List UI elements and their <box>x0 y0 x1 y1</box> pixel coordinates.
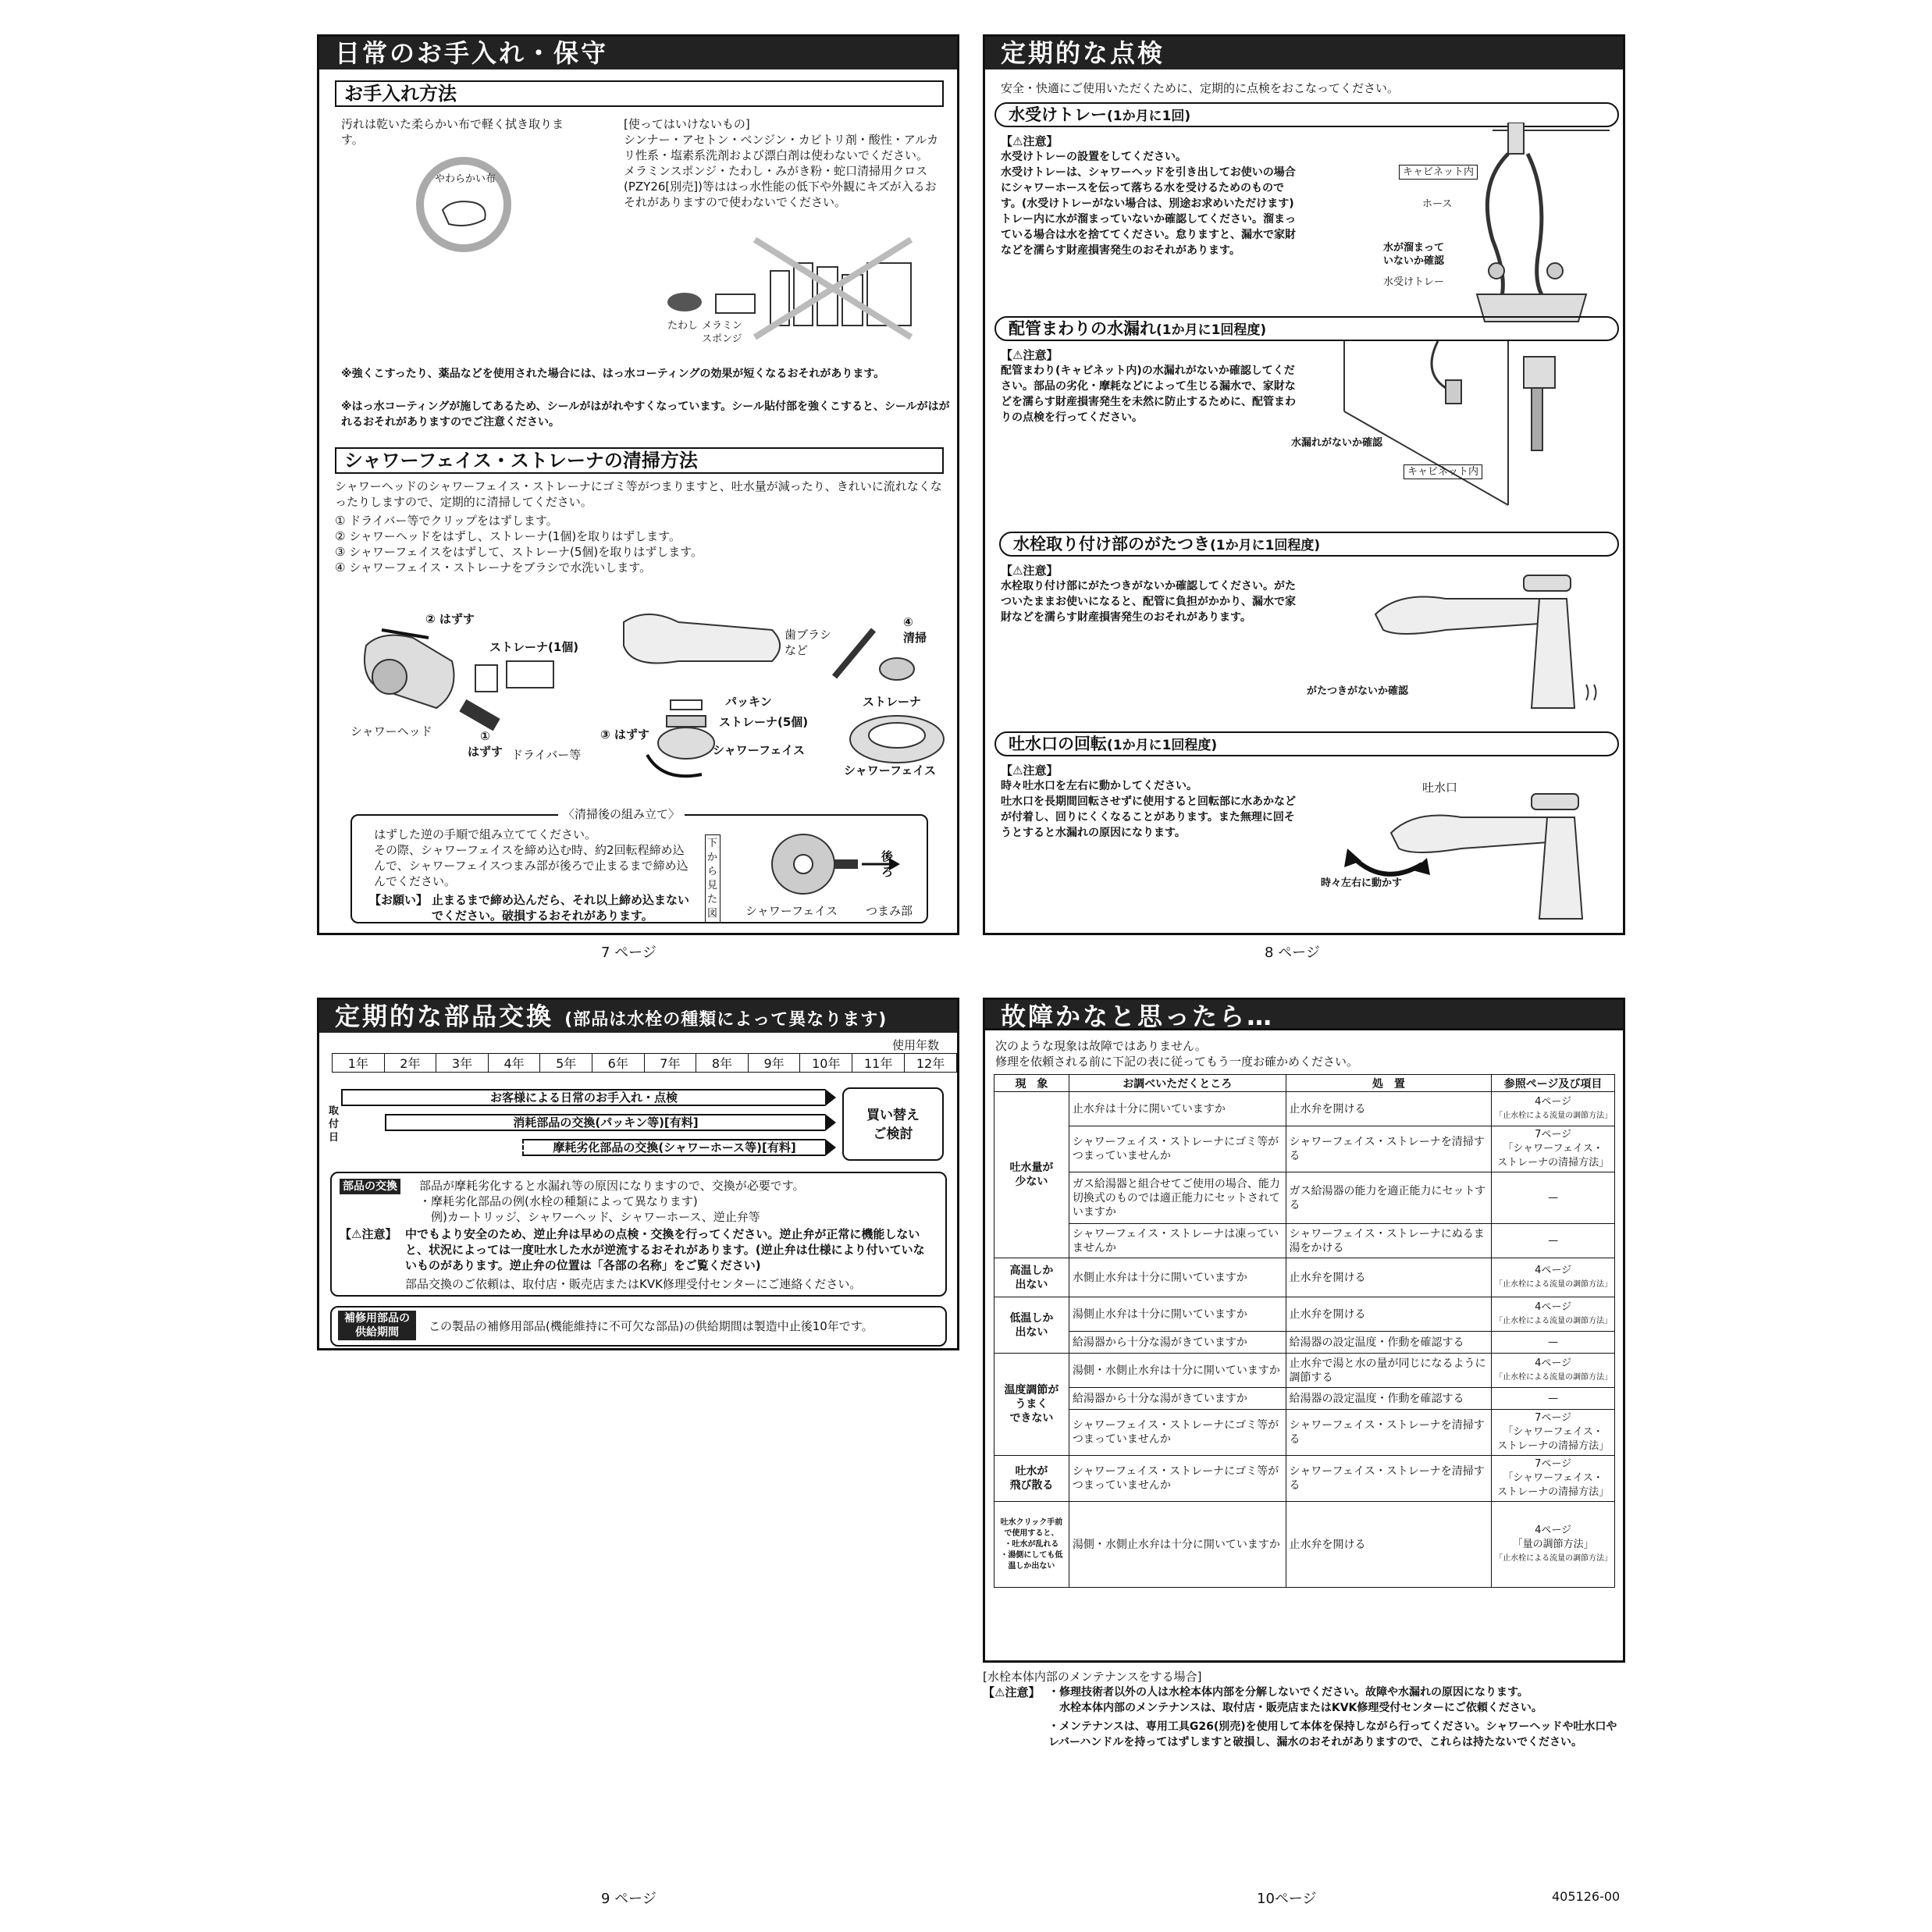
reference-cell <box>1492 1224 1615 1258</box>
note-coating-1: ※強くこすったり、薬品などを使用された場合には、はっ水コーティングの効果が短くなるおそれがあります。 <box>341 368 885 380</box>
fig-showerface: シャワーフェイス <box>713 743 806 757</box>
year-10: 10年 <box>800 1054 852 1073</box>
request-text: 止まるまで締め込んだら、それ以上締め込まないでください。破損するおそれがあります。 <box>432 893 690 923</box>
reassemble-heading: 〈清掃後の組み立て〉 <box>558 806 685 822</box>
page9-panel <box>317 998 959 1350</box>
spout-rotate-title: 吐水口の回転 <box>1009 735 1107 753</box>
spout-caution-label: 【⚠注意】 <box>1001 763 1059 777</box>
page10-number: 10ページ <box>1257 1891 1317 1907</box>
check-cell: 水側止水弁は十分に開いていますか <box>1069 1258 1286 1297</box>
parts-caution-label: 【⚠注意】 <box>340 1227 397 1241</box>
symptom-cell: 吐水が 飛び散る <box>994 1456 1069 1502</box>
action-cell: 止水弁を開ける <box>1286 1258 1492 1297</box>
trouble-table-body <box>994 1092 1615 1588</box>
page9-number: 9 ページ <box>601 1891 656 1907</box>
years-table <box>332 1053 957 1073</box>
fig-strainer-5: ストレーナ(5個) <box>719 715 809 729</box>
care-method-heading: お手入れ方法 <box>335 80 944 107</box>
strainer-cleaning-heading: シャワーフェイス・ストレーナの清掃方法 <box>335 447 944 474</box>
pipe-leak-text: 配管まわり(キャビネット内)の水漏れがないか確認してください。部品の劣化・摩耗などによって生じる漏水で、家財などを濡らす財産損害発生を未然に防止するために、配管まわりの点検を行ってください。 <box>1001 365 1296 424</box>
check-cell: 湯側・水側止水弁は十分に開いていますか <box>1069 1502 1286 1588</box>
parts-replace-text: 部品が摩耗劣化すると水漏れ等の原因になりますので、交換が必要です。 ・摩耗劣化部品の例(水栓の種類によって異なります) 例)カートリッジ、シャワーヘッド、シャワーホース、逆止弁等 <box>419 1179 805 1224</box>
hose-label: ホース <box>1422 198 1453 210</box>
table-row <box>994 1126 1615 1172</box>
parts-contact-text: 部品交換のご依頼は、取付店・販売店またはKVK修理受付センターにご連絡ください。 <box>405 1277 862 1291</box>
mount-wobble-text: 水栓取り付け部にがたつきがないか確認してください。がたついたままお使いになると、配管に負担がかかり、漏水で家財などを濡らす財産損害発生のおそれがあります。 <box>1001 580 1296 624</box>
tray-text: 水受けトレーの設置をしてください。 水受けトレーは、シャワーヘッドを引き出してお使いの場合にシャワーホースを伝って落ちる水を受けるためのものです。(水受けトレーがない場合は、別途お求めいただけます) トレー内に水が溜まっていないか確認してください。溜まっている場合は水を捨ててください。怠りますと、漏水で家財などを濡らす財産損害発生のおそれがあります。 <box>1001 151 1296 257</box>
year-9: 9年 <box>748 1054 800 1073</box>
page10-panel <box>983 998 1625 1749</box>
action-cell: 給湯器の設定温度・作動を確認する <box>1286 1332 1492 1354</box>
action-cell: 給湯器の設定温度・作動を確認する <box>1286 1388 1492 1410</box>
cleaning-step-4: ④ シャワーフェイス・ストレーナをブラシで水洗いします。 <box>335 560 652 575</box>
reference-main: 7ページ 「シャワーフェイス・ ストレーナの清掃方法」 <box>1497 1412 1610 1452</box>
spout-rotate-heading <box>994 731 1619 756</box>
soft-cloth-label: やわらかい布 <box>435 173 496 185</box>
back-label: 後ろ <box>881 849 894 879</box>
table-row <box>994 1258 1615 1297</box>
year-7: 7年 <box>644 1054 696 1073</box>
item-melamine: メラミンスポンジ <box>702 320 743 345</box>
water-check-label: 水が溜まって いないか確認 <box>1383 242 1445 267</box>
spout-rotate-text: 時々吐水口を左右に動かしてください。 吐水口を長期間回転させずに使用すると回転部に水あかなどが付着し、回りにくくなることがあります。また無理に回そうとすると水漏れの原因になります。 <box>1001 780 1296 839</box>
reference-main: 4ページ <box>1535 1300 1572 1313</box>
rotate-label: 時々左右に動かす <box>1321 877 1403 889</box>
mount-caution-label: 【⚠注意】 <box>1001 564 1059 578</box>
check-cell: 給湯器から十分な湯がきていますか <box>1069 1388 1286 1410</box>
page9-title <box>319 1000 957 1033</box>
forbidden-heading: [使ってはいけないもの] <box>624 117 750 131</box>
page8-number: 8 ページ <box>1265 945 1320 961</box>
tray-heading-freq: (1か月に1回) <box>1107 109 1191 124</box>
pipe-leak-heading <box>994 316 1619 341</box>
fig-strainer: ストレーナ <box>863 695 922 709</box>
page10-title: 故障かなと思ったら… <box>983 998 1625 1030</box>
table-row <box>994 1354 1615 1388</box>
fig-remove-1: ① はずす <box>468 729 503 759</box>
strainer-cleaning-intro: シャワーヘッドのシャワーフェイス・ストレーナにゴミ等がつまりますと、吐水量が減ったり、きれいに流れなくなったりしますので、定期的に清掃してください。 <box>335 479 942 509</box>
cleaning-step-3: ③ シャワーフェイスをはずして、ストレーナ(5個)を取りはずします。 <box>335 545 703 559</box>
symptom-cell: 吐水量が 少ない <box>994 1092 1069 1258</box>
forbidden-items-illustration <box>661 232 919 341</box>
supply-period-badge <box>338 1311 421 1340</box>
tray-heading-title: 水受けトレー <box>1009 105 1107 124</box>
action-cell: 止水弁を開ける <box>1286 1502 1492 1588</box>
table-row <box>994 1332 1615 1354</box>
action-cell: 止水弁で湯と水の量が同じになるように調節する <box>1286 1354 1492 1388</box>
symptom-cell: 吐水クリック手前で使用すると、 ・吐水が乱れる ・湯側にしても低温しか出ない <box>994 1502 1069 1588</box>
reference-main: — <box>1548 1234 1559 1247</box>
spout-rotate-freq: (1か月に1回程度) <box>1107 738 1218 753</box>
year-4: 4年 <box>488 1054 540 1073</box>
bottom-view-label: 下から見た図 <box>705 834 720 923</box>
note-coating-2: ※はっ水コーティングが施してあるため、シールがはがれやすくなっています。シール貼付部を強くこすると、シールがはがれるおそれがありますのでご注意ください。 <box>341 400 950 429</box>
reference-main: 7ページ 「シャワーフェイス・ ストレーナの清掃方法」 <box>1497 1458 1610 1498</box>
mount-wobble-title: 水栓取り付け部のがたつき <box>1013 535 1210 553</box>
maintenance-heading: [水栓本体内部のメンテナンスをする場合] <box>983 1670 1202 1684</box>
leak-check-label: 水漏れがないか確認 <box>1291 437 1383 449</box>
year-8: 8年 <box>696 1054 749 1073</box>
cleaning-step-1: ① ドライバー等でクリップをはずします。 <box>335 514 558 528</box>
fig-driver: ドライバー等 <box>511 748 582 762</box>
action-cell: シャワーフェイス・ストレーナを清掃する <box>1286 1126 1492 1172</box>
reference-sub: 「止水栓による流量の調節方法」 <box>1495 1111 1613 1120</box>
tray-label: 水受けトレー <box>1383 276 1445 288</box>
action-cell: シャワーフェイス・ストレーナを清掃する <box>1286 1410 1492 1456</box>
check-cell: シャワーフェイス・ストレーナにゴミ等がつまっていませんか <box>1069 1410 1286 1456</box>
page9-title-main: 定期的な部品交換 <box>335 1002 554 1031</box>
wobble-check-label: がたつきがないか確認 <box>1307 685 1409 697</box>
page7-number: 7 ページ <box>601 945 656 961</box>
action-cell: 止水弁を開ける <box>1286 1092 1492 1126</box>
reference-sub: 「止水栓による流量の調節方法」 <box>1495 1372 1613 1382</box>
reference-cell <box>1492 1258 1615 1297</box>
mount-wobble-heading <box>999 532 1619 557</box>
reference-cell <box>1492 1092 1615 1126</box>
reference-cell <box>1492 1332 1615 1354</box>
reference-cell <box>1492 1410 1615 1456</box>
trouble-table <box>994 1074 1615 1588</box>
reference-cell <box>1492 1297 1615 1332</box>
reference-main: — <box>1548 1392 1559 1404</box>
fig-packing: パッキン <box>725 695 772 709</box>
bar-consumable: 消耗部品の交換(パッキン等)[有料] <box>385 1114 825 1131</box>
check-cell: シャワーフェイス・ストレーナは凍っていませんか <box>1069 1224 1286 1258</box>
reference-main: 7ページ 「シャワーフェイス・ ストレーナの清掃方法」 <box>1497 1129 1610 1169</box>
maintenance-text-2: ・メンテナンスは、専用工具G26(別売)を使用して本体を保持しながら行ってください。シャワーヘッドや吐水口やレバーハンドルを持ってはずしますと破損し、漏水のおそれがありますので、これらは持たないでください。 <box>1048 1720 1617 1749</box>
care-method-text: 汚れは乾いた柔らかい布で軽く拭き取ります。 <box>341 117 564 147</box>
pipe-leak-title: 配管まわりの水漏れ <box>1009 319 1156 338</box>
table-row <box>994 1456 1615 1502</box>
reference-cell <box>1492 1388 1615 1410</box>
check-cell: ガス給湯器と組合せてご使用の場合、能力切換式のものでは適正能力にセットされていますか <box>1069 1172 1286 1224</box>
page8-panel <box>983 34 1625 935</box>
tray-caution-label: 【⚠注意】 <box>1001 134 1059 148</box>
symptom-cell: 高温しか 出ない <box>994 1258 1069 1297</box>
parts-replace-badge <box>340 1178 400 1194</box>
fig-clean-4: ④ 清掃 <box>903 615 927 645</box>
forbidden-text: シンナー・アセトン・ベンジン・カビトリ剤・酸性・アルカリ性系・塩素系洗剤および漂白剤は使わないでください。 メラミンスポンジ・たわし・みがき粉・蛇口清掃用クロス(PZY26[別売])等ははっ水性能の低下や外観にキズが入るおそれがありますので使わないでください。 <box>624 133 939 209</box>
bar-daily-care: お客様による日常のお手入れ・点検 <box>341 1089 825 1106</box>
reference-main: — <box>1548 1336 1559 1348</box>
bar-wear-parts: 摩耗劣化部品の交換(シャワーホース等)[有料] <box>522 1139 825 1156</box>
shower-disassembly-illustration <box>335 599 952 786</box>
maintenance-caution-label: 【⚠注意】 <box>983 1685 1041 1699</box>
action-cell: シャワーフェイス・ストレーナを清掃する <box>1286 1456 1492 1502</box>
supply-period-text: この製品の補修用部品(機能維持に不可欠な部品)の供給期間は製造中止後10年です。 <box>429 1319 873 1333</box>
cabinet-label-2: キャビネット内 <box>1404 464 1482 479</box>
tray-illustration <box>1391 123 1617 341</box>
reference-main: 4ページ <box>1535 1095 1572 1108</box>
showerface-label-3: シャワーフェイス <box>745 904 838 918</box>
action-cell: シャワーフェイス・ストレーナにぬるま湯をかける <box>1286 1224 1492 1258</box>
knob-label: つまみ部 <box>866 904 913 918</box>
header-symptom: 現 象 <box>994 1075 1069 1092</box>
year-12: 12年 <box>905 1054 957 1073</box>
table-row <box>994 1224 1615 1258</box>
year-2: 2年 <box>384 1054 436 1073</box>
table-row <box>994 1172 1615 1224</box>
reference-cell <box>1492 1502 1615 1588</box>
fig-showerface-2: シャワーフェイス <box>844 763 937 777</box>
parts-badge-text: 部品の交換 <box>340 1179 400 1194</box>
parts-caution-text: 中でもより安全のため、逆止弁は早めの点検・交換を行ってください。逆止弁が正常に機能しないと、状況によっては一度吐水した水が逆流するおそれがあります。(逆止弁は仕様により付いていないものがあります。逆止弁の位置は「各部の名称」をご覧ください) <box>405 1227 925 1272</box>
soft-cloth-illustration <box>413 154 514 255</box>
fig-remove-3: ③ はずす <box>600 728 649 742</box>
years-label: 使用年数 <box>892 1038 940 1052</box>
reassemble-text: はずした逆の手順で組み立ててください。 その際、シャワーフェイスを締め込む時、約2回転程締め込んで、シャワーフェイスつまみ部が後ろで止まるまで締め込んでください。 <box>374 827 688 888</box>
page7-panel <box>317 34 959 935</box>
check-cell: 給湯器から十分な湯がきていますか <box>1069 1332 1286 1354</box>
fig-toothbrush: 歯ブラシ など <box>785 628 832 657</box>
table-row <box>994 1092 1615 1126</box>
reference-sub: 「止水栓による流量の調節方法」 <box>1495 1279 1613 1289</box>
request-label: 【お願い】 <box>369 893 429 907</box>
reference-sub: 「止水栓による流量の調節方法」 <box>1495 1553 1613 1563</box>
year-6: 6年 <box>592 1054 644 1073</box>
page9-title-note: (部品は水栓の種類によって異なります) <box>564 1010 888 1030</box>
check-cell: 湯側・水側止水弁は十分に開いていますか <box>1069 1354 1286 1388</box>
header-check: お調べいただくところ <box>1069 1075 1286 1092</box>
fig-remove-2: ② はずす <box>425 612 475 626</box>
page8-title: 定期的な点検 <box>985 37 1623 69</box>
trouble-intro: 次のような現象は故障ではありません。 修理を依頼される前に下記の表に従ってもう一度お確かめください。 <box>995 1039 1359 1069</box>
fig-strainer-1: ストレーナ(1個) <box>489 640 579 654</box>
maintenance-text-1: ・修理技術者以外の人は水栓本体内部を分解しないでください。故障や水漏れの原因になります。 水栓本体内部のメンテナンスは、取付店・販売店またはKVK修理受付センターにご依頼ください。 <box>1048 1686 1542 1714</box>
reference-sub: 「止水栓による流量の調節方法」 <box>1495 1316 1613 1325</box>
reference-main: 4ページ <box>1535 1357 1572 1369</box>
cleaning-step-2: ② シャワーヘッドをはずし、ストレーナ(1個)を取りはずします。 <box>335 529 681 543</box>
mount-wobble-freq: (1か月に1回程度) <box>1210 538 1321 553</box>
cabinet-label: キャビネット内 <box>1399 165 1478 180</box>
fig-showerhead: シャワーヘッド <box>350 724 432 738</box>
check-cell: 湯側止水弁は十分に開いていますか <box>1069 1297 1286 1332</box>
spout-rotate-illustration <box>1336 770 1610 927</box>
consider-replace-text: 買い替え ご検討 <box>866 1108 920 1142</box>
reference-main: 4ページ 「量の調節方法」 <box>1512 1524 1594 1550</box>
reference-cell <box>1492 1126 1615 1172</box>
item-tawashi: たわし <box>667 320 699 332</box>
supply-badge-text: 補修用部品の供給期間 <box>338 1311 416 1340</box>
table-row <box>994 1410 1615 1456</box>
year-11: 11年 <box>852 1054 905 1073</box>
year-3: 3年 <box>436 1054 489 1073</box>
pipe-caution-label: 【⚠注意】 <box>1001 348 1059 362</box>
symptom-cell: 温度調節が うまく できない <box>994 1354 1069 1456</box>
symptom-cell: 低温しか 出ない <box>994 1297 1069 1354</box>
header-reference: 参照ページ及び項目 <box>1492 1075 1615 1092</box>
check-cell: シャワーフェイス・ストレーナにゴミ等がつまっていませんか <box>1069 1126 1286 1172</box>
reference-cell <box>1492 1354 1615 1388</box>
page7-title: 日常のお手入れ・保守 <box>319 37 957 69</box>
check-cell: 止水弁は十分に開いていますか <box>1069 1092 1286 1126</box>
inspection-intro: 安全・快適にご使用いただくために、定期的に点検をおこなってください。 <box>1001 81 1400 95</box>
spout-label: 吐水口 <box>1422 781 1458 795</box>
reference-main: 4ページ <box>1535 1264 1572 1276</box>
table-row <box>994 1502 1615 1588</box>
year-1: 1年 <box>333 1054 385 1073</box>
reference-cell <box>1492 1172 1615 1224</box>
action-cell: ガス給湯器の能力を適正能力にセットする <box>1286 1172 1492 1224</box>
check-cell: シャワーフェイス・ストレーナにゴミ等がつまっていませんか <box>1069 1456 1286 1502</box>
reference-cell <box>1492 1456 1615 1502</box>
pipe-illustration <box>1329 341 1617 521</box>
table-row <box>994 1297 1615 1332</box>
action-cell: 止水弁を開ける <box>1286 1297 1492 1332</box>
faucet-wobble-illustration <box>1352 568 1610 724</box>
header-action: 処 置 <box>1286 1075 1492 1092</box>
document-code: 405126-00 <box>1552 1889 1621 1904</box>
reference-main: — <box>1548 1191 1559 1204</box>
year-5: 5年 <box>540 1054 592 1073</box>
pipe-leak-freq: (1か月に1回程度) <box>1156 322 1267 338</box>
table-row <box>994 1388 1615 1410</box>
install-day-label: 取付日 <box>329 1105 340 1144</box>
